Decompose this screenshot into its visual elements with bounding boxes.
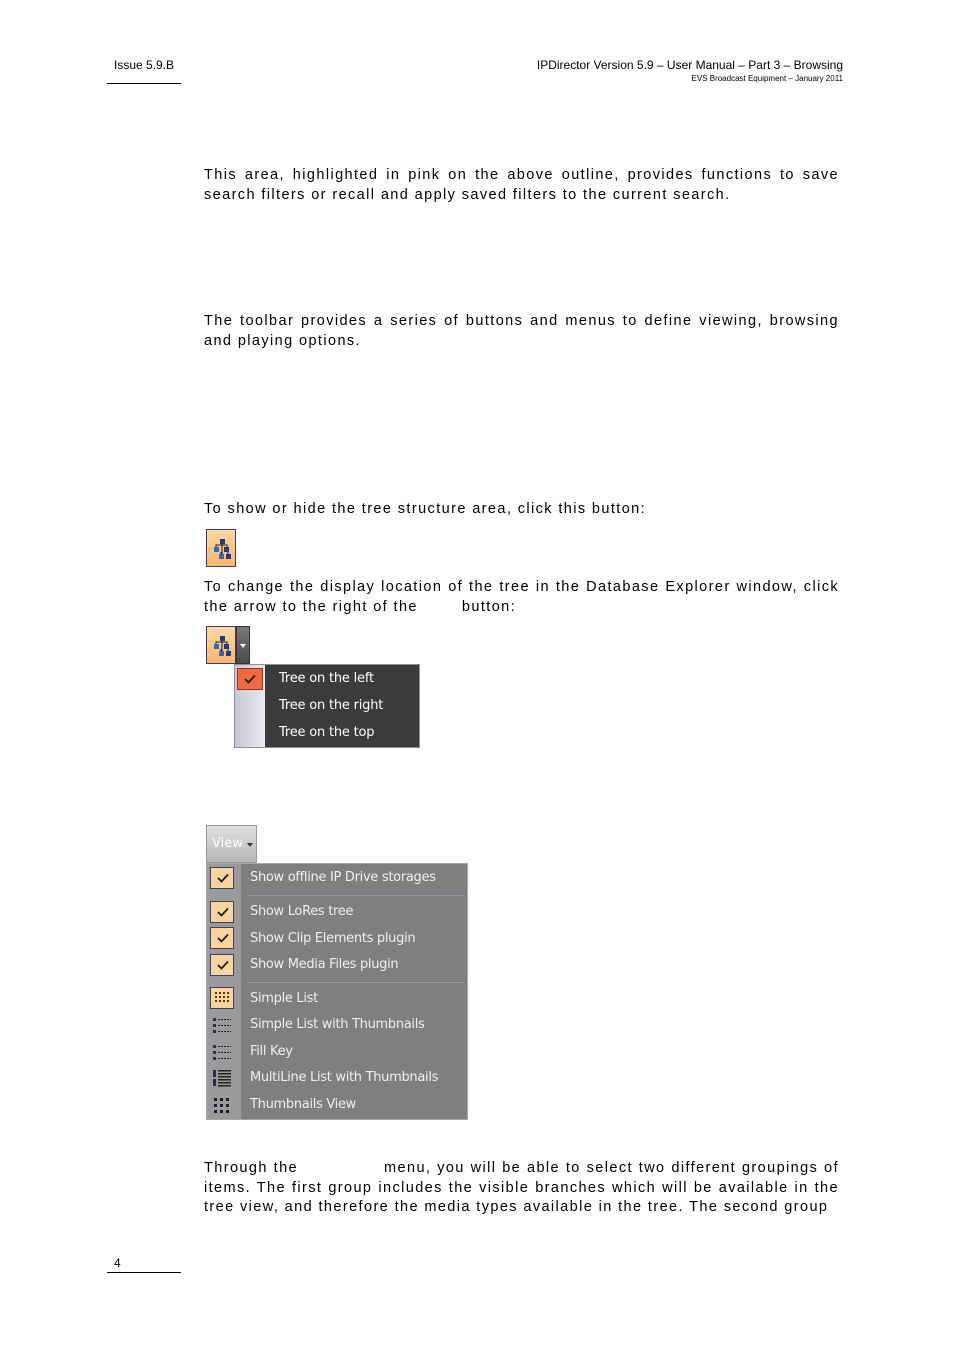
- footer-divider: [107, 1272, 181, 1273]
- tree-location-menu: [234, 664, 420, 748]
- view-dropdown-menu: [206, 863, 468, 1120]
- header-divider: [107, 83, 181, 84]
- paragraph-view-menu-text: menu, you will be able to select two different groupings of items. The first group includes the visible branches which will be available in the tree view, and therefore the media types available in the tree. The second group: [204, 1160, 840, 1215]
- running-header: [537, 58, 843, 83]
- tree-structure-icon: [211, 538, 233, 560]
- checkmark-icon: [210, 927, 234, 949]
- chevron-down-icon: [240, 644, 246, 648]
- tree-structure-icon: [211, 635, 233, 657]
- paragraph-view-menu: [204, 1159, 839, 1218]
- menu-item-show-clip-elements[interactable]: Show Clip Elements plugin: [250, 931, 416, 946]
- issue-label: Issue 5.9.B: [114, 58, 175, 72]
- menu-item-tree-top[interactable]: Tree on the top: [279, 725, 375, 740]
- tree-toggle-button[interactable]: [206, 529, 236, 567]
- menu-item-multiline-list[interactable]: MultiLine List with Thumbnails: [250, 1070, 439, 1085]
- manual-title: IPDirector Version 5.9 – User Manual – Part 3 – Browsing: [536, 58, 843, 72]
- manual-subtitle: EVS Broadcast Equipment – January 2011: [691, 74, 843, 83]
- menu-item-show-lores-tree[interactable]: Show LoRes tree: [250, 904, 354, 919]
- menu-separator: [247, 895, 465, 896]
- menu-separator: [247, 982, 465, 983]
- tree-split-button[interactable]: [206, 626, 236, 664]
- fill-key-icon: [212, 1043, 232, 1061]
- simple-list-icon: [210, 987, 234, 1009]
- page-number: 4: [114, 1256, 121, 1270]
- menu-item-show-offline-storages[interactable]: Show offline IP Drive storages: [250, 870, 436, 885]
- checkmark-icon: [237, 668, 263, 690]
- checkmark-icon: [210, 867, 234, 889]
- menu-item-tree-left[interactable]: Tree on the left: [279, 671, 374, 686]
- menu-item-thumbnails-view[interactable]: Thumbnails View: [250, 1097, 357, 1112]
- checkmark-icon: [210, 954, 234, 976]
- paragraph-change-location-end: button:: [461, 598, 517, 615]
- menu-item-simple-list-thumbnails[interactable]: Simple List with Thumbnails: [250, 1017, 425, 1032]
- menu-item-tree-right[interactable]: Tree on the right: [279, 698, 384, 713]
- list-thumbnails-icon: [212, 1016, 232, 1034]
- menu-item-simple-list[interactable]: Simple List: [250, 991, 318, 1006]
- paragraph-toolbar: The toolbar provides a series of buttons and menus to define viewing, browsing and playing options.: [204, 313, 839, 349]
- menu-item-show-media-files[interactable]: Show Media Files plugin: [250, 957, 399, 972]
- menu-item-fill-key[interactable]: Fill Key: [250, 1044, 293, 1059]
- paragraph-view-menu-start: Through the: [204, 1160, 299, 1176]
- paragraph-change-location-text: To change the display location of the tree in the Database Explorer window, click the arrow to the right of the: [204, 579, 839, 615]
- checkmark-icon: [210, 901, 234, 923]
- paragraph-change-location: [204, 578, 839, 617]
- paragraph-show-tree: To show or hide the tree structure area, click this button:: [204, 501, 647, 517]
- view-menu-button[interactable]: [206, 825, 257, 863]
- tree-dropdown-arrow[interactable]: [236, 626, 250, 664]
- view-button-label: View: [212, 836, 243, 851]
- chevron-down-icon: [247, 843, 253, 847]
- paragraph-filters: This area, highlighted in pink on the above outline, provides functions to save search filters or recall and apply saved filters to the current search.: [204, 167, 839, 203]
- multiline-list-icon: [212, 1069, 232, 1087]
- thumbnails-view-icon: [212, 1096, 232, 1114]
